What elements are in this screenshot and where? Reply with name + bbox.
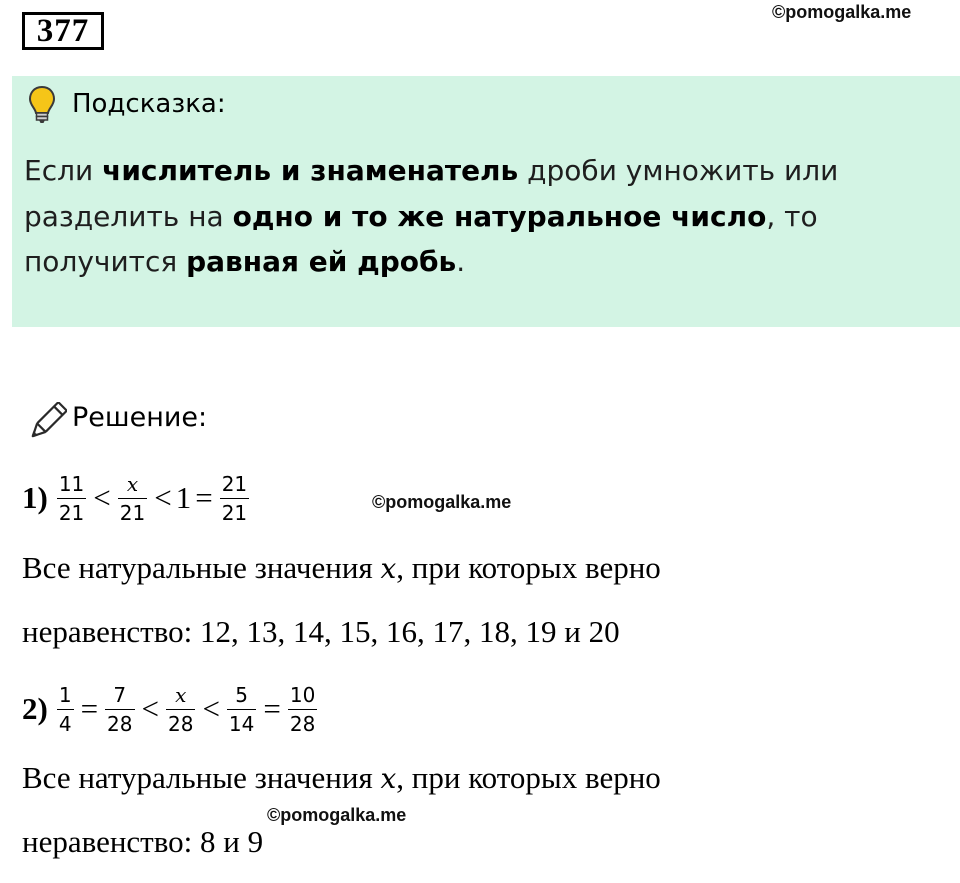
hint-title: Подсказка:: [72, 89, 226, 119]
step1-text-line1: Все натуральные значения x, при которых верно: [22, 550, 661, 585]
lightbulb-icon: [28, 84, 56, 128]
step2-equation: 2) $\frac{1}{4}$ = $\frac{7}{28}$ < $\frac{x}{28}$ < $\frac{5}{14}$ = $\frac{10}{28}$: [22, 682, 316, 736]
step2-frac-c: $\frac{x}{28}$: [167, 682, 194, 736]
step1-equation: 1) $\frac{11}{21}$ < $\frac{x}{21}$ < 1 = $\frac{21}{21}$: [22, 471, 248, 525]
step2-label: 2): [22, 691, 48, 726]
step2-text-line1: Все натуральные значения x, при которых верно: [22, 760, 661, 795]
watermark-middle: ©pomogalka.me: [372, 492, 512, 512]
pencil-icon: [27, 402, 67, 446]
step1-frac-a: $\frac{11}{21}$: [58, 471, 85, 525]
hint-emphasis-3: равная ей дробь: [186, 245, 457, 278]
step2-frac-e: $\frac{10}{28}$: [289, 682, 316, 736]
hint-emphasis-2: одно и то же натуральное число: [232, 199, 767, 233]
step2-text-line2: неравенство: 8 и 9: [22, 824, 264, 859]
watermark-top: ©pomogalka.me: [772, 2, 912, 22]
watermark-bottom: ©pomogalka.me: [267, 805, 407, 825]
step2-frac-b: $\frac{7}{28}$: [107, 682, 133, 736]
hint-emphasis-1: числитель и знаменатель: [102, 154, 519, 187]
step1-frac-b: $\frac{x}{21}$: [119, 471, 146, 525]
step1-text-line2: неравенство: 12, 13, 14, 15, 16, 17, 18, 19 и 20: [22, 614, 620, 649]
step2-frac-a: $\frac{1}{4}$: [58, 682, 72, 736]
step1-label: 1): [22, 480, 48, 515]
hint-body: Если числитель и знаменатель дроби умножить или разделить на одно и то же натуральное число, то получится равная ей дробь.: [24, 154, 839, 278]
problem-number: 377: [22, 12, 104, 50]
solution-title: Решение:: [72, 402, 208, 433]
step2-frac-d: $\frac{5}{14}$: [228, 682, 255, 736]
step1-frac-c: $\frac{21}{21}$: [221, 471, 248, 525]
